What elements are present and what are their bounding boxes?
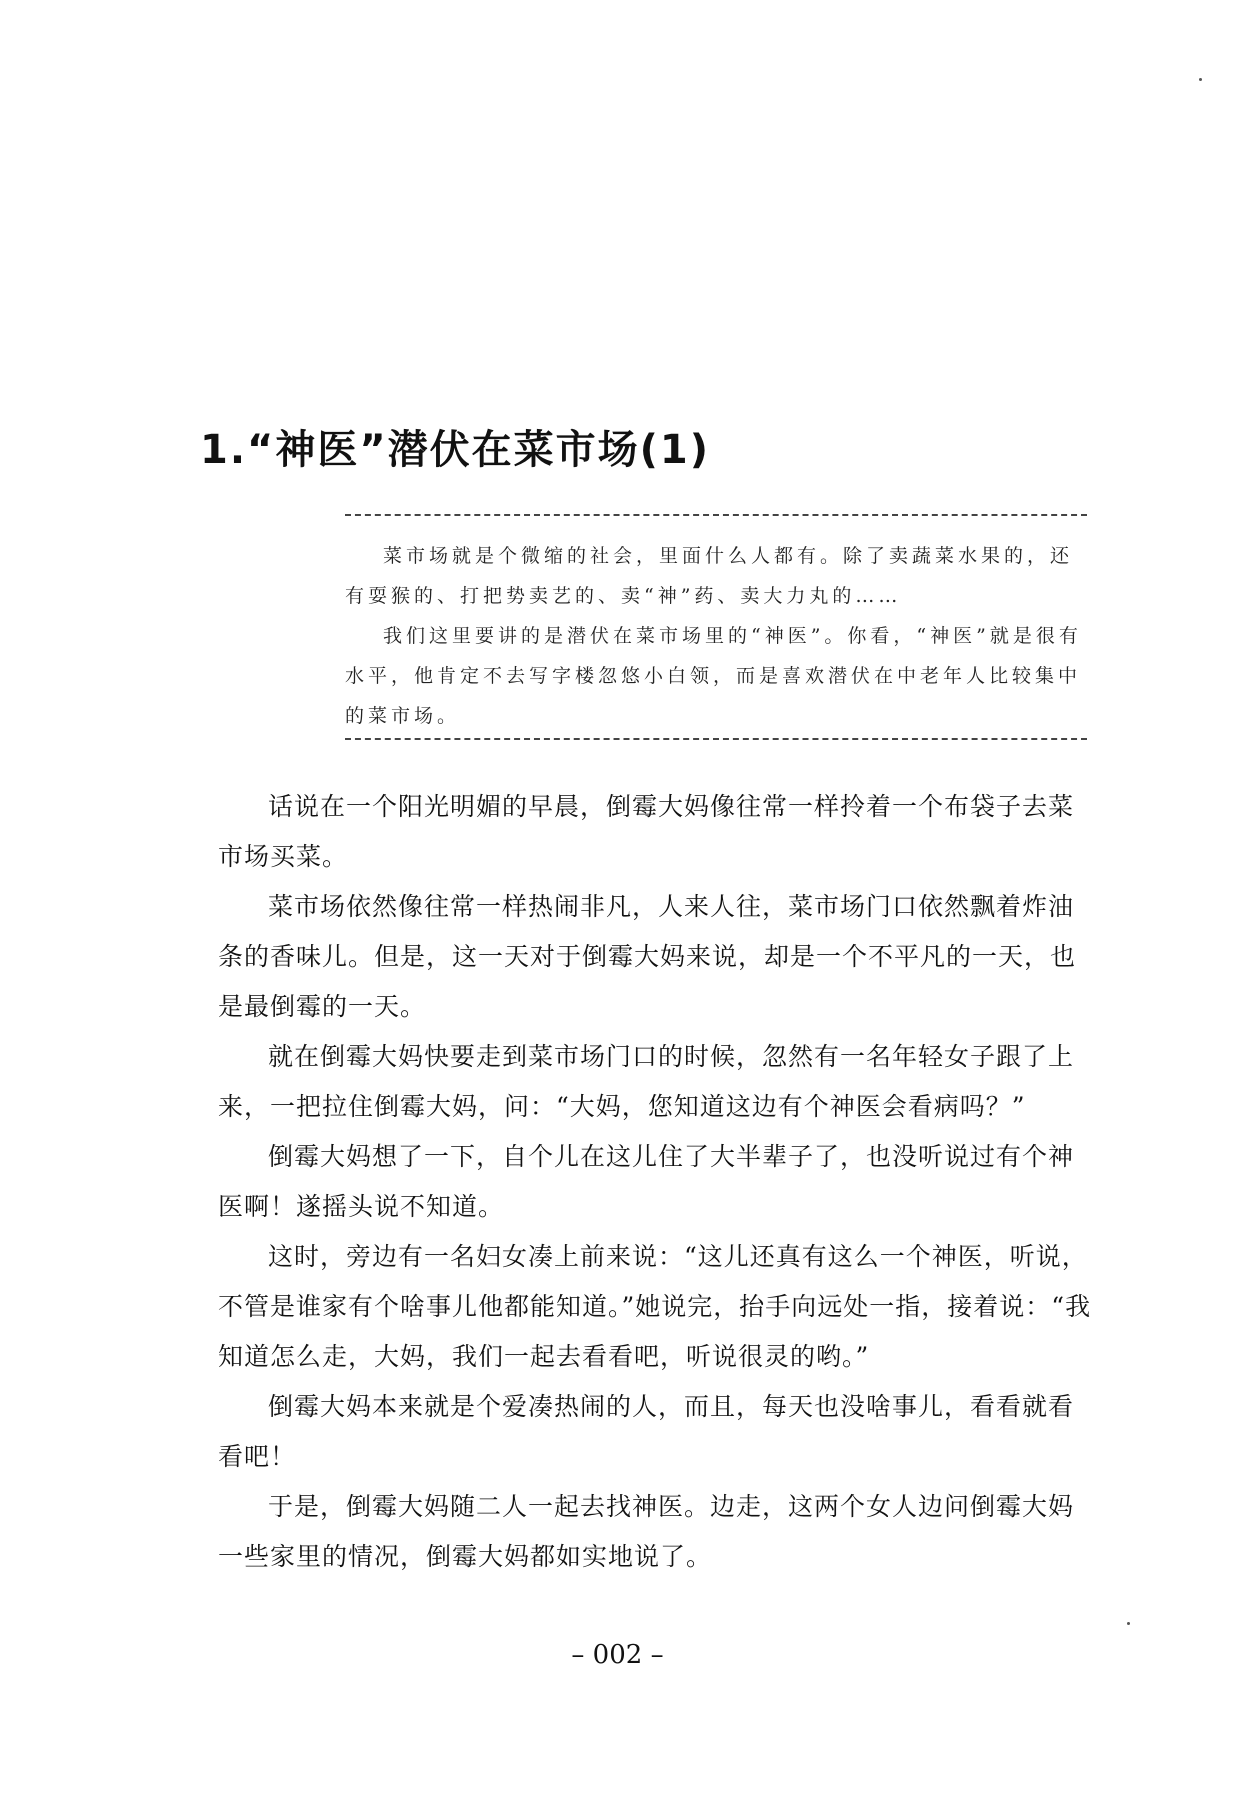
body-paragraph: 这时，旁边有一名妇女凑上前来说：“这儿还真有这么一个神医，听说，不管是谁家有个啥事儿他都能知道。”她说完，抬手向远处一指，接着说：“我知道怎么走，大妈，我们一起去看看吧，听说很灵的哟。” [218, 1242, 1092, 1371]
intro-paragraph: 菜市场就是个微缩的社会，里面什么人都有。除了卖蔬菜水果的，还有耍猴的、打把势卖艺的、卖“神”药、卖大力丸的…… [345, 545, 1074, 607]
intro-box [345, 514, 1087, 740]
chapter-title: 1.“神医”潜伏在菜市场(1) [200, 427, 710, 473]
body-text [218, 782, 1098, 1582]
intro-paragraph: 我们这里要讲的是潜伏在菜市场里的“神医”。你看，“神医”就是很有水平，他肯定不去写字楼忽悠小白领，而是喜欢潜伏在中老年人比较集中的菜市场。 [345, 625, 1082, 727]
body-paragraph: 倒霉大妈本来就是个爱凑热闹的人，而且，每天也没啥事儿，看看就看看吧！ [218, 1392, 1075, 1471]
scan-speck [1127, 1622, 1130, 1625]
scan-speck [1199, 78, 1202, 81]
intro-text [345, 536, 1087, 736]
body-paragraph: 菜市场依然像往常一样热闹非凡，人来人往，菜市场门口依然飘着炸油条的香味儿。但是，这一天对于倒霉大妈来说，却是一个不平凡的一天，也是最倒霉的一天。 [218, 892, 1077, 1021]
body-paragraph: 话说在一个阳光明媚的早晨，倒霉大妈像往常一样拎着一个布袋子去菜市场买菜。 [218, 792, 1075, 871]
body-paragraph: 于是，倒霉大妈随二人一起去找神医。边走，这两个女人边问倒霉大妈一些家里的情况，倒霉大妈都如实地说了。 [218, 1492, 1075, 1571]
page-number: – 002 – [571, 1640, 664, 1670]
body-paragraph: 就在倒霉大妈快要走到菜市场门口的时候，忽然有一名年轻女子跟了上来，一把拉住倒霉大妈，问：“大妈，您知道这边有个神医会看病吗？” [218, 1042, 1075, 1121]
body-paragraph: 倒霉大妈想了一下，自个儿在这儿住了大半辈子了，也没听说过有个神医啊！遂摇头说不知道。 [218, 1142, 1075, 1221]
